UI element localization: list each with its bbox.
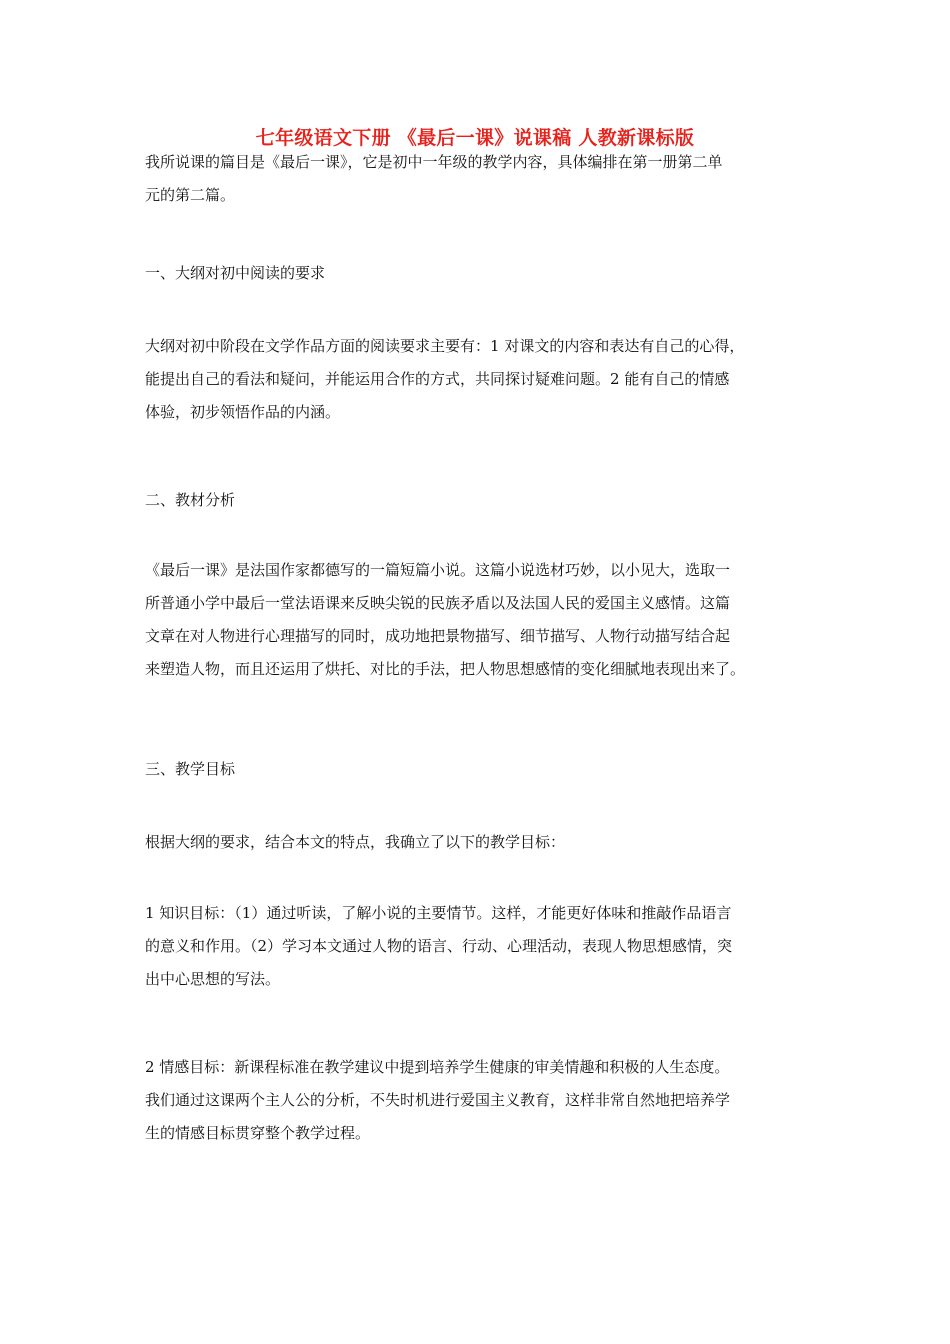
paragraph-line: 文章在对人物进行心理描写的同时，成功地把景物描写、细节描写、人物行动描写结合起 bbox=[145, 627, 731, 645]
textbook-paragraph bbox=[145, 554, 810, 686]
paragraph-line: 2 情感目标：新课程标准在教学建议中提到培养学生健康的审美情趣和积极的人生态度。 bbox=[145, 1058, 730, 1076]
section-heading-goals: 三、教学目标 bbox=[145, 760, 236, 778]
syllabus-paragraph bbox=[145, 330, 810, 429]
paragraph-line: 出中心思想的写法。 bbox=[145, 970, 281, 988]
paragraph-line: 能提出自己的看法和疑问，并能运用合作的方式，共同探讨疑难问题。2 能有自己的情感 bbox=[145, 370, 730, 388]
paragraph-line: 我所说课的篇目是《最后一课》，它是初中一年级的教学内容，具体编排在第一册第二单 bbox=[145, 153, 723, 171]
paragraph-line: 生的情感目标贯穿整个教学过程。 bbox=[145, 1124, 371, 1142]
document-title: 七年级语文下册 《最后一课》说课稿 人教新课标版 bbox=[255, 127, 695, 149]
paragraph-line: 大纲对初中阶段在文学作品方面的阅读要求主要有：1 对课文的内容和表达有自己的心得， bbox=[145, 337, 745, 355]
paragraph-line: 我们通过这课两个主人公的分析，不失时机进行爱国主义教育，这样非常自然地把培养学 bbox=[145, 1091, 731, 1109]
paragraph-line: 《最后一课》是法国作家都德写的一篇短篇小说。这篇小说选材巧妙，以小见大，选取一 bbox=[145, 561, 731, 579]
section-heading-syllabus: 一、大纲对初中阅读的要求 bbox=[145, 264, 326, 282]
knowledge-goal-paragraph bbox=[145, 897, 810, 996]
goals-intro-paragraph bbox=[145, 826, 810, 859]
emotion-goal-paragraph bbox=[145, 1051, 810, 1150]
paragraph-line: 元的第二篇。 bbox=[145, 186, 236, 204]
paragraph-line: 体验，初步领悟作品的内涵。 bbox=[145, 403, 341, 421]
paragraph-line: 所普通小学中最后一堂法语课来反映尖锐的民族矛盾以及法国人民的爱国主义感情。这篇 bbox=[145, 594, 731, 612]
paragraph-line: 1 知识目标：（1）通过听读，了解小说的主要情节。这样，才能更好体味和推敲作品语言 bbox=[145, 904, 732, 922]
paragraph-line: 根据大纲的要求，结合本文的特点，我确立了以下的教学目标： bbox=[145, 833, 566, 851]
section-heading-textbook: 二、教材分析 bbox=[145, 491, 236, 509]
paragraph-line: 来塑造人物，而且还运用了烘托、对比的手法，把人物思想感情的变化细腻地表现出来了。 bbox=[145, 660, 746, 678]
intro-paragraph bbox=[145, 146, 810, 212]
paragraph-line: 的意义和作用。（2）学习本文通过人物的语言、行动、心理活动，表现人物思想感情，突 bbox=[145, 937, 733, 955]
